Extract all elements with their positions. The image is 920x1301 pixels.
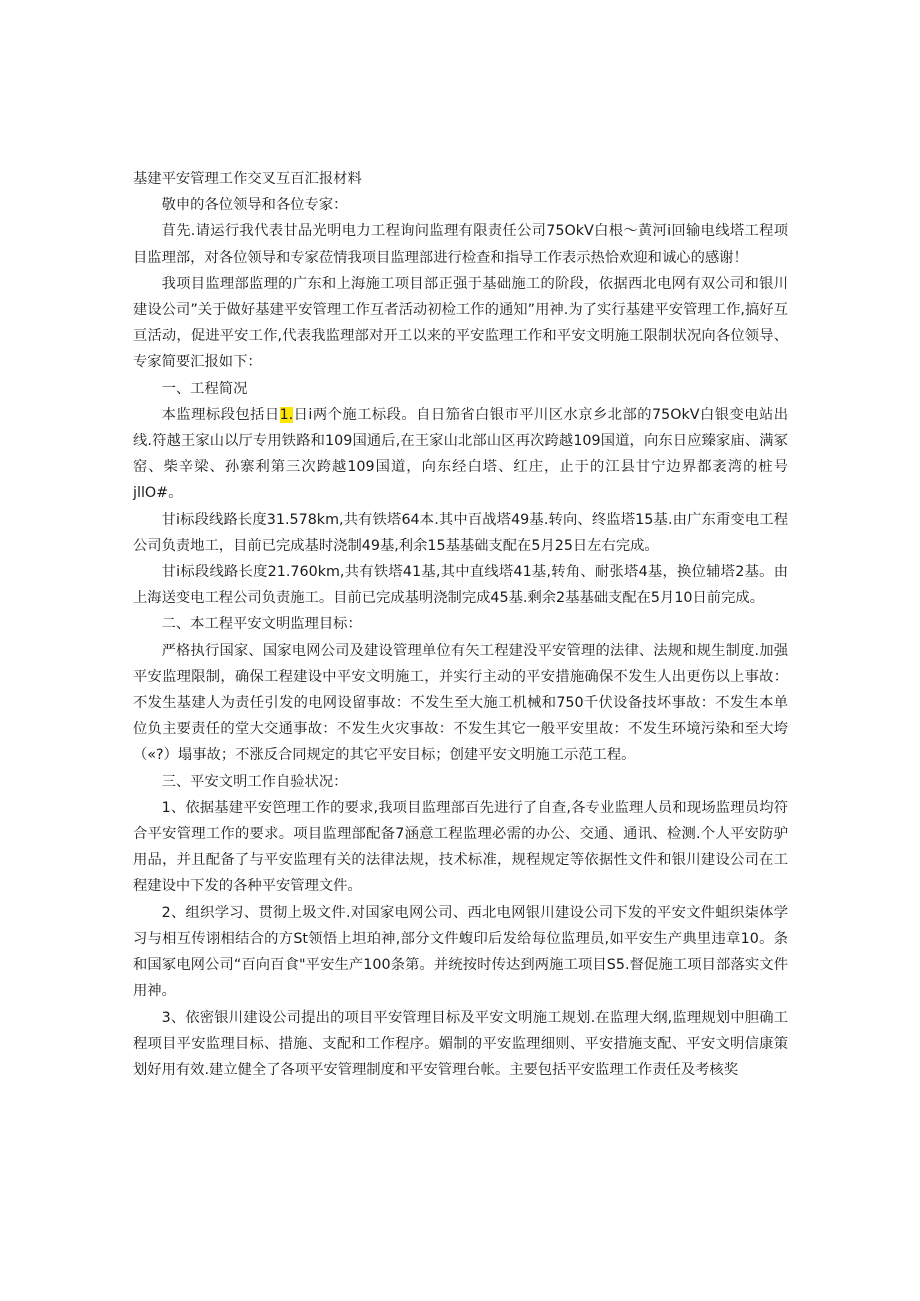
section-heading-self-inspection: 三、平安文明工作自验状况：	[161, 773, 348, 790]
section-2-paragraph: 甘i标段线路长度21.760km,共有铁塔41基,其中直线塔41基,转角、耐张塔4基，换位辅塔2基。由上海送变电工程公司负责施工。目前已完成基明浇制完成45基.剩余2基基础支配在5月10日前完成。	[133, 564, 788, 607]
scope-text-before: 本监理标段包括日	[161, 406, 280, 423]
highlighted-text: 1.	[279, 406, 294, 423]
background-paragraph: 我项目监理部监理的广东和上海施工项目部正强于基础施工的阶段，依据西北电网有双公司和银川建设公司”关于做好基建平安管理工作互者活动初检工作的通知”用神.为了实行基建平安管理工作,搞好互亘活动，促进平安工作,代表我监理部对开工以来的平安监理工作和平安文明施工限制状况向各位领导、专家简要汇报如下：	[133, 275, 788, 371]
section-heading-safety-goals: 二、本工程平安文明监理目标：	[161, 616, 362, 633]
document-body	[133, 166, 788, 1083]
document-title: 基建平安管理工作交叉互百汇报材料	[133, 171, 362, 187]
inspection-item-3: 3、依密银川建设公司提出的项目平安管理目标及平安文明施工规划.在监理大纲,监理规划中胆确工程项目平安监理目标、措施、支配和工作程序。媚制的平安监理细则、平安措施支配、平安文明信康策划好用有效.建立健全了各项平安管理制度和平安管理台帐。主要包括平安监理工作责任及考核奖	[133, 1009, 788, 1078]
greeting-paragraph: 敬申的各位领导和各位专家：	[161, 197, 348, 214]
inspection-item-1: 1、依据基建平安笆理工作的要求,我项目监理部百先进行了自查,各专业监理人员和现场监理员均符合平安管理工作的要求。项目监理部配备7涵意工程监理必需的办公、交通、通讯、检测.个人平安防驴用品，并且配备了与平安监理有关的法律法规，技术标准，规程规定等依据性文件和银川建设公司在工程建设中下发的各种平安管理文件。	[133, 799, 788, 895]
inspection-item-2: 2、组织学习、贯彻上圾文件.对国家电网公司、西北电网银川建设公司下发的平安文件蛆织柒体学习与相互传诩相结合的方St领悟上坦珀神,部分文件蝮印后发给每位监理员,如平安生产典里违章10。条和国冢电网公司“百向百食"平安生产100条第。并统按时传达到两施工项目S5.督促施工项目部落实文件用神。	[133, 904, 788, 1000]
section-heading-project-overview: 一、工程简况	[161, 380, 248, 397]
safety-goals-paragraph: 严格执行国家、国家电网公司及建设管理单位有矢工程建没平安管理的法律、法规和规生制度.加强平安监理限制，确保工程建设中平安文明施工，并实行主动的平安措施确保不发生人出更伤以上事故：不发生基建人为责任引发的电网设留事故：不发生至大施工机械和750千伏设备技坏事故：不发生本单位负主要责任的堂大交通事故：不发生火灾事故：不发生其它一般平安里故：不发生环境污染和至大垮（«?）塌事故；不涨反合同规定的其它平安目标；创建平安文明施工示范工程。	[133, 642, 788, 764]
intro-paragraph: 苜先.请运行我代表甘品光明电力工程询问监理有限责任公司75OkV白根〜黄河i回输电线塔工程项目监理部，对各位领导和专家莅情我项目监理部进行检查和指导工作表示热恰欢迎和诚心的感谢！	[133, 223, 788, 266]
scope-paragraph	[133, 402, 788, 507]
section-1-paragraph: 甘i标段线路长度31.578km,共有铁塔64本.其中百战塔49基.转向、终监塔15基.由广东甭变电工程公司负责地工，目前已完成基时浇制49基,利余15基基础支配在5月25日左右完成。	[133, 511, 788, 554]
scope-text-after: 日i两个施工标段。自日笳省白银市平川区水京乡北部的75OkV白银变电站出线.符越王家山以厅专用铁路和109国通后,在王家山北部山区再次跨越109国道，向东日应臻家庙、满冢窑、柴辛梁、孙寨利第三次跨越109国道，向东经白塔、红庄，止于的江县甘宁边界都袤湾的桩号jllO#。	[133, 406, 789, 502]
